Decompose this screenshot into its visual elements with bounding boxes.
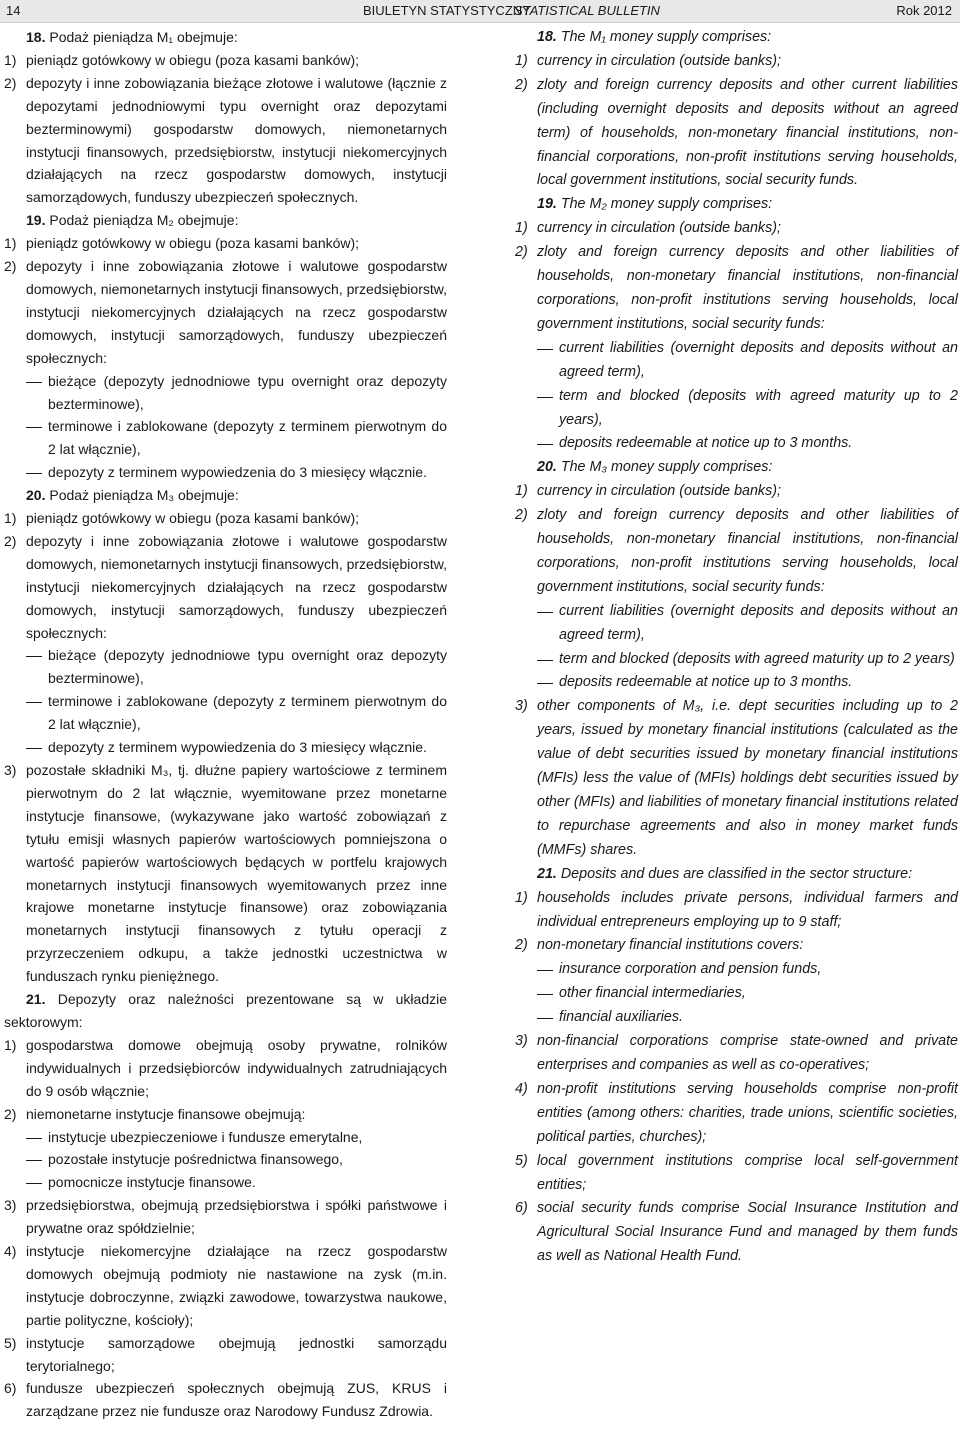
english-column: [515, 26, 958, 1269]
dash-item: [515, 1006, 958, 1030]
numbered-item: [4, 255, 447, 370]
dash-item-text: deposits redeemable at notice up to 3 months.: [559, 674, 853, 691]
section-heading-text: Podaż pieniądza M₂ obejmuje:: [49, 212, 239, 229]
numbered-item: [4, 1034, 447, 1103]
dash-item-text: terminowe i zablokowane (depozyty z terminem pierwotnym do 2 lat włącznie),: [48, 418, 447, 458]
bulletin-title-pl: BIULETYN STATYSTYCZNY: [363, 3, 531, 18]
item-marker: 6): [4, 1380, 17, 1397]
item-text: other components of M₃, i.e. dept securities including up to 2 years, issued by monetary financial institutions (calculated as the value of debt securities issued by monetary financial institutions (MFIs) less the value of (MFIs) holdings debt securities issued by other (MFIs) and liabilities of monetary financial institutions related to repurchase agreements and also in money market funds (MMFs) shares.: [537, 698, 958, 858]
numbered-item: [515, 887, 958, 935]
dash-item-text: term and blocked (deposits with agreed maturity up to 2 years): [559, 650, 955, 667]
dash-item: [4, 1126, 447, 1149]
item-marker: 4): [4, 1243, 17, 1260]
item-marker: 1): [515, 220, 528, 237]
section-number: 20.: [537, 459, 557, 476]
item-text: non-financial corporations comprise state-owned and private enterprises and companies as well as co-operatives;: [537, 1033, 958, 1073]
dash-item: [515, 337, 958, 385]
item-text: fundusze ubezpieczeń społecznych obejmują ZUS, KRUS i zarządzane przez nie fundusze oraz Narodowy Fundusz Zdrowia.: [26, 1380, 447, 1420]
dash-item-text: current liabilities (overnight deposits and deposits without an agreed term),: [559, 602, 958, 643]
item-marker: 2): [515, 244, 528, 261]
item-text: pieniądz gotówkowy w obiegu (poza kasami banków);: [26, 51, 360, 68]
bulletin-year: Rok 2012: [896, 3, 952, 18]
item-text: local government institutions comprise local self-government entities;: [537, 1152, 958, 1193]
section-heading-text: Podaż pieniądza M₃ obejmuje:: [49, 487, 239, 504]
dash-item: [515, 600, 958, 648]
numbered-item: [515, 504, 958, 600]
dash-item-text: term and blocked (deposits with agreed maturity up to 2 years),: [559, 387, 958, 428]
item-marker: 2): [4, 532, 17, 549]
numbered-item: [4, 507, 447, 530]
item-text: depozyty i inne zobowiązania bieżące złotowe i walutowe (łącznie z depozytami jednodniowymi typu overnight oraz depozytami bezterminowymi) gospodarstw domowych, niemonetarnych instytucji finansowych, przedsiębiorstw, instytucji niekomercyjnych działających na rzecz gospodarstw domowych, instytucji samorządowych, funduszy ubezpieczeń społecznych.: [26, 74, 447, 206]
item-text: pieniądz gotówkowy w obiegu (poza kasami banków);: [26, 510, 360, 527]
item-marker: 3): [515, 698, 528, 715]
item-text: zloty and foreign currency deposits and other liabilities of households, non-monetary financial institutions, non-financial corporations, non-profit institutions serving households, local government institutions, social security funds:: [537, 507, 958, 595]
item-text: zloty and foreign currency deposits and other current liabilities (including overnight deposits and deposits without an agreed term) of households, non-monetary financial institutions, non-financial corporations, non-profit institutions serving households, local government institutions, social security funds.: [537, 76, 958, 189]
dash-item: [4, 1148, 447, 1171]
numbered-item: [4, 1194, 447, 1240]
section-heading: [515, 193, 958, 217]
numbered-item: [515, 241, 958, 337]
dash-item-text: depozyty z terminem wypowiedzenia do 3 miesięcy włącznie.: [48, 739, 427, 756]
numbered-item: [4, 49, 447, 72]
item-marker: 2): [515, 76, 528, 93]
section-heading: [515, 456, 958, 480]
section-number: 20.: [26, 487, 46, 504]
dash-item-text: current liabilities (overnight deposits and deposits without an agreed term),: [559, 339, 958, 380]
item-marker: 3): [4, 1197, 17, 1214]
section-number: 18.: [26, 29, 46, 45]
numbered-item: [4, 1103, 447, 1126]
section-heading: [515, 863, 958, 887]
dash-item: [515, 648, 958, 672]
item-marker: 1): [515, 889, 528, 906]
item-marker: 3): [515, 1033, 528, 1050]
numbered-item: [515, 1197, 958, 1269]
item-marker: 2): [515, 507, 528, 524]
item-marker: 1): [4, 51, 17, 68]
dash-item: [515, 432, 958, 456]
item-marker: 1): [515, 483, 528, 500]
numbered-item: [4, 530, 447, 645]
item-marker: 2): [515, 937, 528, 954]
item-marker: 1): [4, 1036, 17, 1053]
dash-item: [515, 671, 958, 695]
item-marker: 2): [4, 1105, 17, 1122]
dash-item-text: bieżące (depozyty jednodniowe typu overnight oraz depozyty bezterminowe),: [48, 372, 447, 412]
item-text: social security funds comprise Social Insurance Institution and Agricultural Social Insurance Fund and managed by them funds as well as National Health Fund.: [537, 1200, 958, 1265]
item-marker: 1): [4, 510, 17, 527]
section-heading: [4, 988, 447, 1034]
dash-item: [515, 385, 958, 433]
numbered-item: [4, 759, 447, 988]
dash-item: [4, 690, 447, 736]
section-heading-text: Depozyty oraz należności prezentowane są w układzie sektorowym:: [4, 991, 448, 1030]
item-text: currency in circulation (outside banks);: [537, 483, 781, 500]
bulletin-title-en: STATISTICAL BULLETIN: [514, 3, 660, 18]
numbered-item: [4, 1332, 447, 1378]
item-marker: 3): [4, 762, 17, 778]
item-marker: 1): [515, 52, 528, 69]
numbered-item: [515, 217, 958, 241]
item-marker: 4): [515, 1080, 528, 1097]
item-text: depozyty i inne zobowiązania złotowe i walutowe gospodarstw domowych, niemonetarnych instytucji finansowych, przedsiębiorstw, instytucji niekomercyjnych działających na rzecz gospodarstw domowych, instytucji samorządowych, funduszy ubezpieczeń społecznych:: [26, 258, 447, 366]
numbered-item: [4, 232, 447, 255]
item-text: niemonetarne instytucje finansowe obejmują:: [26, 1105, 306, 1122]
item-text: non-profit institutions serving households comprise non-profit entities (among others: charities, trade unions, scientific societies, political parties, churches);: [537, 1080, 958, 1145]
dash-item: [4, 370, 447, 416]
section-heading: [4, 209, 447, 232]
section-number: 19.: [26, 212, 46, 229]
item-text: instytucje samorządowe obejmują jednostki samorządu terytorialnego;: [26, 1334, 447, 1374]
item-marker: 5): [4, 1334, 17, 1351]
item-text: gospodarstwa domowe obejmują osoby prywatne, rolników indywidualnych i przedsiębiorców indywidualnych zatrudniających do 9 osób włącznie;: [26, 1036, 447, 1099]
section-number: 19.: [537, 196, 557, 213]
dash-item-text: other financial intermediaries,: [559, 985, 746, 1002]
dash-item: [4, 415, 447, 461]
numbered-item: [4, 1240, 447, 1332]
section-heading-text: The M₁ money supply comprises:: [560, 29, 772, 45]
dash-item-text: instytucje ubezpieczeniowe i fundusze emerytalne,: [48, 1128, 363, 1145]
dash-item-text: terminowe i zablokowane (depozyty z terminem pierwotnym do 2 lat włącznie),: [48, 693, 447, 733]
item-marker: 5): [515, 1152, 528, 1169]
numbered-item: [4, 72, 447, 209]
item-text: households includes private persons, individual farmers and individual entrepreneurs employing up to 9 staff;: [537, 889, 958, 930]
section-number: 21.: [26, 991, 46, 1008]
numbered-item: [515, 1078, 958, 1150]
dash-item-text: deposits redeemable at notice up to 3 months.: [559, 435, 853, 452]
numbered-item: [515, 1150, 958, 1198]
item-marker: 6): [515, 1200, 528, 1217]
item-text: instytucje niekomercyjne działające na rzecz gospodarstw domowych obejmują podmioty nie nastawione na zysk (m.in. instytucje dobroczynne, związki zawodowe, towarzystwa naukowe, partie polityczne, kościoły);: [26, 1243, 447, 1328]
item-text: non-monetary financial institutions covers:: [537, 937, 804, 954]
item-text: pieniądz gotówkowy w obiegu (poza kasami banków);: [26, 235, 360, 252]
dash-item: [515, 958, 958, 982]
item-marker: 2): [4, 258, 17, 275]
section-number: 21.: [537, 865, 557, 882]
item-marker: 1): [4, 235, 17, 252]
section-heading-text: Podaż pieniądza M₁ obejmuje:: [49, 29, 238, 45]
section-heading: [4, 26, 447, 49]
section-heading-text: The M₂ money supply comprises:: [560, 196, 773, 213]
numbered-item: [515, 1030, 958, 1078]
dash-item: [4, 1171, 447, 1194]
dash-item: [4, 461, 447, 484]
numbered-item: [4, 1377, 447, 1423]
polish-column: [4, 26, 447, 1423]
numbered-item: [515, 50, 958, 74]
item-text: currency in circulation (outside banks);: [537, 220, 781, 237]
section-number: 18.: [537, 29, 557, 45]
dash-item-text: pozostałe instytucje pośrednictwa finansowego,: [48, 1151, 343, 1168]
dash-item-text: bieżące (depozyty jednodniowe typu overnight oraz depozyty bezterminowe),: [48, 647, 447, 687]
numbered-item: [515, 934, 958, 958]
item-text: zloty and foreign currency deposits and other liabilities of households, non-monetary financial institutions, non-financial corporations, non-profit institutions serving households, local government institutions, social security funds:: [537, 244, 958, 332]
section-heading-text: Deposits and dues are classified in the sector structure:: [560, 865, 913, 882]
numbered-item: [515, 74, 958, 194]
item-text: przedsiębiorstwa, obejmują przedsiębiorstwa i spółki państwowe i prywatne oraz spółdzielnie;: [26, 1197, 447, 1237]
numbered-item: [515, 480, 958, 504]
dash-item-text: depozyty z terminem wypowiedzenia do 3 miesięcy włącznie.: [48, 464, 427, 481]
section-heading-text: The M₃ money supply comprises:: [560, 459, 773, 476]
item-text: pozostałe składniki M₃, tj. dłużne papiery wartościowe z terminem pierwotnym do 2 lat włącznie, wyemitowane przez monetarne instytucje finansowe, (wykazywane jako wartość zobowiązań z tytułu emisji własnych papierów wartościowych pomniejszona o wartość papierów wartościowych będących w portfelu krajowych monetarnych instytucji finansowych wyemitowanych przez inne krajowe monetarne instytucje finansowe) oraz zobowiązania monetarnych instytucji finansowych z tytułu operacji z przyrzeczeniem odkupu, a także jednostki uczestnictwa w funduszach rynku pieniężnego.: [26, 762, 447, 985]
dash-item: [4, 644, 447, 690]
item-text: currency in circulation (outside banks);: [537, 52, 781, 69]
item-text: depozyty i inne zobowiązania złotowe i walutowe gospodarstw domowych, niemonetarnych instytucji finansowych, przedsiębiorstw, instytucji niekomercyjnych działających na rzecz gospodarstw domowych, instytucji samorządowych, funduszy ubezpieczeń społecznych:: [26, 532, 447, 641]
numbered-item: [515, 695, 958, 862]
dash-item-text: insurance corporation and pension funds,: [559, 961, 822, 978]
dash-item-text: financial auxiliaries.: [559, 1009, 683, 1026]
page-number: 14: [6, 3, 21, 18]
section-heading: [4, 484, 447, 507]
dash-item: [4, 736, 447, 759]
page-header: [0, 0, 960, 23]
dash-item: [515, 982, 958, 1006]
section-heading: [515, 26, 958, 50]
dash-item-text: pomocnicze instytucje finansowe.: [48, 1174, 256, 1191]
item-marker: 2): [4, 74, 17, 91]
